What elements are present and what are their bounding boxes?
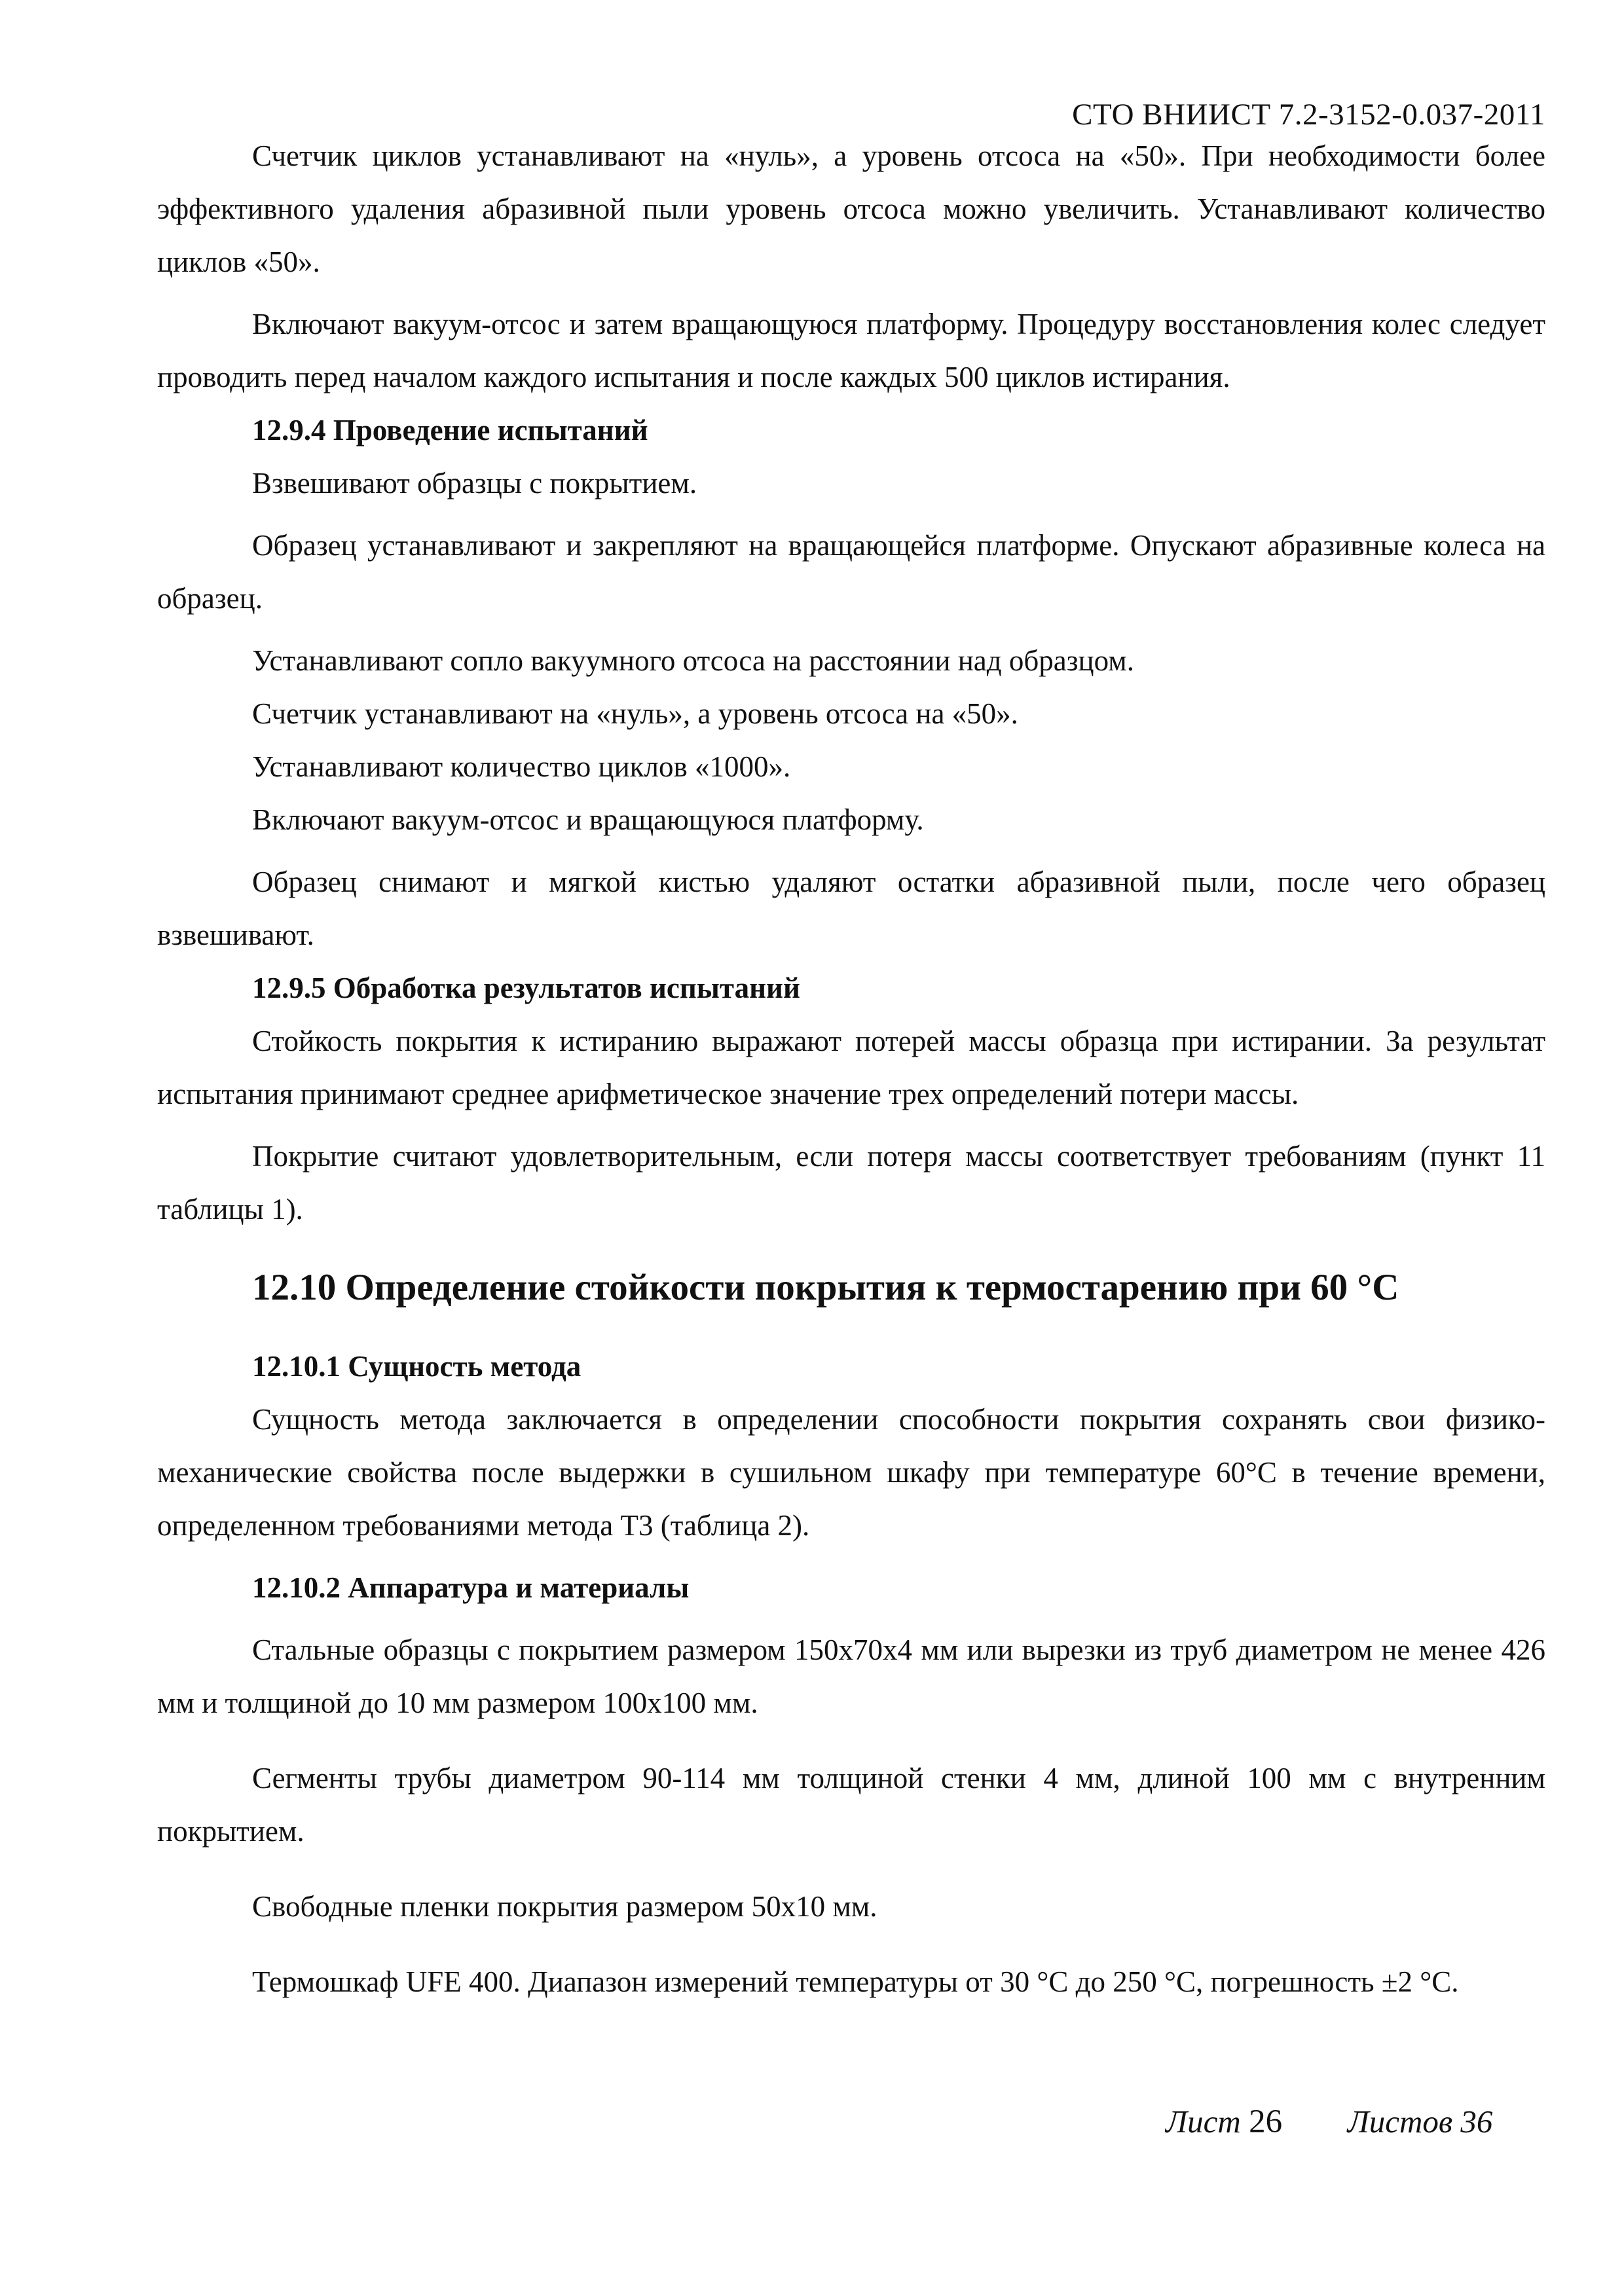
paragraph-cycles-1000: Устанавливают количество циклов «1000». xyxy=(252,750,791,783)
paragraph-pipe-segments: Сегменты трубы диаметром 90-114 мм толщиной стенки 4 мм, длиной 100 мм с внутренним покрытием. xyxy=(157,1762,1545,1848)
paragraph-mount-sample: Образец устанавливают и закрепляют на вращающейся платформе. Опускают абразивные колеса на образец. xyxy=(157,529,1545,615)
section-heading-12-10-2: 12.10.2 Аппаратура и материалы xyxy=(252,1571,690,1604)
paragraph-remove-sample: Образец снимают и мягкой кистью удаляют остатки абразивной пыли, после чего образец взвешивают. xyxy=(157,866,1545,951)
paragraph-vacuum-start: Включают вакуум-отсос и затем вращающуюся платформу. Процедуру восстановления колес следует проводить перед началом каждого испытания и после каждых 500 циклов истирания. xyxy=(157,308,1545,393)
paragraph-thermo-cabinet: Термошкаф UFE 400. Диапазон измерений температуры от 30 °С до 250 °С, погрешность ±2 °С. xyxy=(252,1965,1459,1998)
paragraph-weigh-samples: Взвешивают образцы с покрытием. xyxy=(252,467,697,500)
paragraph-vacuum-platform: Включают вакуум-отсос и вращающуюся платформу. xyxy=(252,803,924,836)
section-heading-12-9-5: 12.9.5 Обработка результатов испытаний xyxy=(252,972,800,1004)
sheets-total: Листов 36 xyxy=(1347,2104,1493,2140)
section-heading-12-10-1: 12.10.1 Сущность метода xyxy=(252,1350,581,1383)
paragraph-abrasion-resistance: Стойкость покрытия к истиранию выражают потерей массы образца при истирании. За результат испытания принимают среднее арифметическое значение трех определений потери массы. xyxy=(157,1025,1545,1110)
section-heading-12-10: 12.10 Определение стойкости покрытия к термостарению при 60 °С xyxy=(252,1267,1399,1308)
paragraph-counter-zero: Счетчик устанавливают на «нуль», а уровень отсоса на «50». xyxy=(252,697,1018,730)
section-heading-12-9-4: 12.9.4 Проведение испытаний xyxy=(252,414,648,446)
sheet-number: 26 xyxy=(1249,2104,1283,2140)
paragraph-cycle-counter: Счетчик циклов устанавливают на «нуль», а уровень отсоса на «50». При необходимости более эффективного удаления абразивной пыли уровень отсоса можно увеличить. Устанавливают количество циклов «50». xyxy=(157,139,1545,278)
paragraph-steel-samples: Стальные образцы с покрытием размером 150х70х4 мм или вырезки из труб диаметром не менее 426 мм и толщиной до 10 мм размером 100х100 мм. xyxy=(157,1633,1545,1719)
paragraph-method-essence: Сущность метода заключается в определении способности покрытия сохранять свои физико-механические свойства после выдержки в сушильном шкафу при температуре 60°С в течение времени, определенном требованиями метода Т3 (таблица 2). xyxy=(157,1403,1545,1542)
paragraph-free-films: Свободные пленки покрытия размером 50х10 мм. xyxy=(252,1890,877,1923)
paragraph-nozzle: Устанавливают сопло вакуумного отсоса на расстоянии над образцом. xyxy=(252,644,1134,677)
page-footer xyxy=(1166,2103,1492,2141)
sheet-label: Лист xyxy=(1166,2104,1241,2140)
page-content xyxy=(157,130,1545,2009)
document-code-header: СТО ВНИИСТ 7.2-3152-0.037-2011 xyxy=(1072,98,1545,132)
paragraph-satisfactory: Покрытие считают удовлетворительным, если потеря массы соответствует требованиям (пункт 11 таблицы 1). xyxy=(157,1140,1545,1226)
